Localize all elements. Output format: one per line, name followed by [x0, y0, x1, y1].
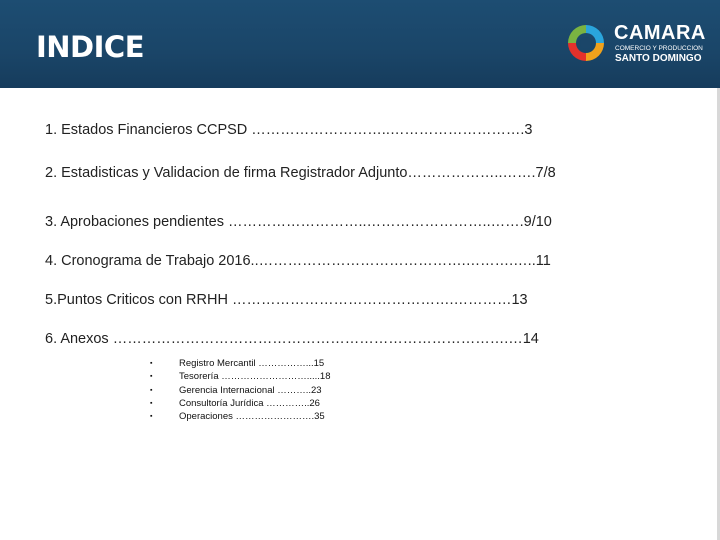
- bullet-icon: ▪: [150, 413, 153, 421]
- logo-city: SANTO DOMINGO: [615, 53, 702, 64]
- bullet-icon: ▪: [150, 386, 153, 394]
- title-bar: [0, 0, 720, 88]
- bullet-icon: ▪: [150, 373, 153, 381]
- annex-label: Operaciones …………………….35: [179, 411, 325, 423]
- annex-label: Gerencia Internacional ………..23: [179, 384, 322, 396]
- toc-entry-pending-approvals: 3. Aprobaciones pendientes ………………………..……………………..…….9/10: [45, 214, 552, 230]
- annex-label: Tesorería ……………………….....18: [179, 371, 331, 383]
- bullet-icon: ▪: [150, 399, 153, 407]
- annex-label: Registro Mercantil ……………...15: [179, 358, 325, 369]
- logo-name: CAMARA: [614, 22, 706, 44]
- annex-label: Consultoría Jurídica …………..26: [179, 397, 320, 409]
- toc-entry-financial-statements: 1. Estados Financieros CCPSD ………………………..……………………….3: [45, 122, 533, 138]
- toc-entry-statistics: 2. Estadisticas y Validacion de firma Registrador Adjunto………………..…….7/8: [45, 165, 556, 181]
- toc-entry-annexes: 6. Anexos ……………………………………………………………………….…14: [45, 331, 539, 347]
- toc-entry-work-schedule: 4. Cronograma de Trabajo 2016..…………………………………….……….…..11: [45, 253, 551, 269]
- camara-logo: [563, 20, 713, 68]
- logo-subtitle: COMERCIO Y PRODUCCION: [615, 45, 703, 52]
- camara-logo-icon: [563, 20, 609, 66]
- toc-entry-critical-points: 5.Puntos Criticos con RRHH ……………………………………….…………13: [45, 292, 528, 308]
- bullet-icon: ▪: [150, 360, 153, 367]
- slide-title: INDICE: [36, 30, 145, 64]
